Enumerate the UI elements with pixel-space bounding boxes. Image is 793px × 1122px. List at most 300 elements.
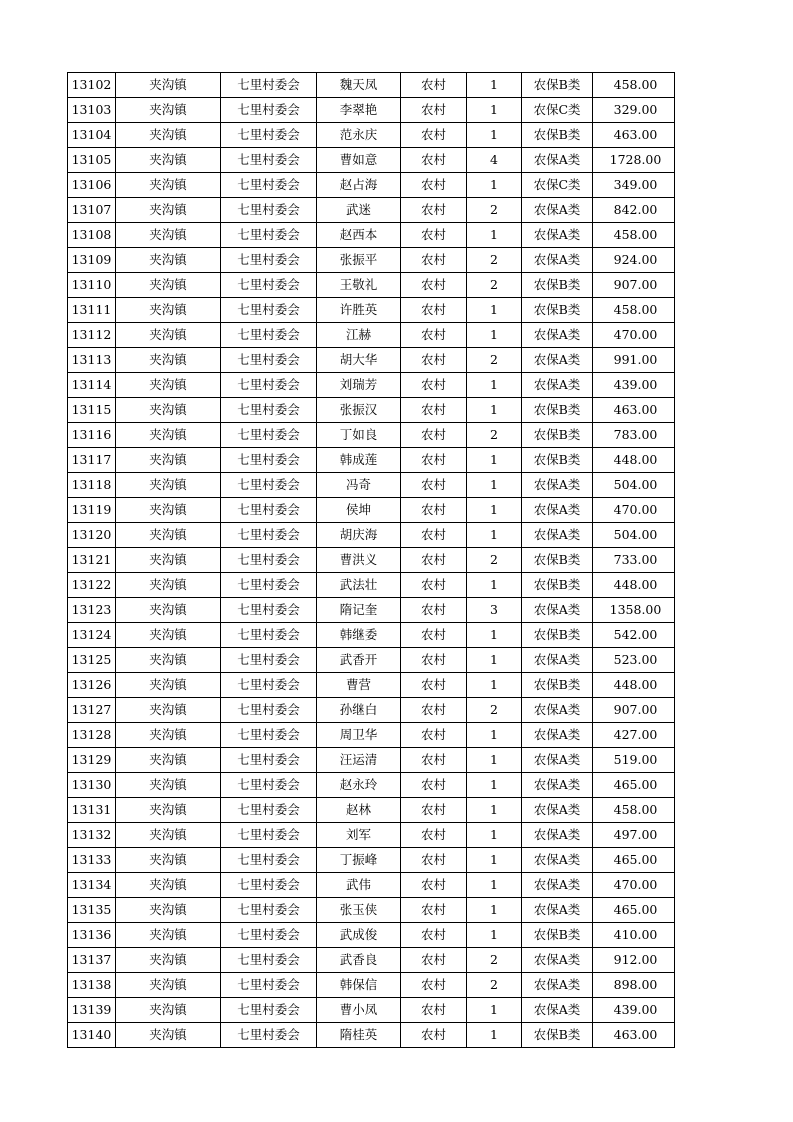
- record-number-cell: 13110: [68, 273, 116, 298]
- village-committee-cell: 七里村委会: [221, 498, 317, 523]
- village-committee-cell: 七里村委会: [221, 73, 317, 98]
- household-size-cell: 1: [467, 748, 522, 773]
- insurance-category-cell: 农保A类: [522, 898, 593, 923]
- table-row: [68, 748, 675, 773]
- insurance-category-cell: 农保B类: [522, 923, 593, 948]
- household-size-cell: 2: [467, 348, 522, 373]
- table-row: [68, 523, 675, 548]
- area-type-cell: 农村: [401, 673, 467, 698]
- area-type-cell: 农村: [401, 348, 467, 373]
- person-name-cell: 张振汉: [317, 398, 401, 423]
- record-number-cell: 13104: [68, 123, 116, 148]
- person-name-cell: 赵占海: [317, 173, 401, 198]
- area-type-cell: 农村: [401, 198, 467, 223]
- person-name-cell: 武香开: [317, 648, 401, 673]
- insurance-category-cell: 农保B类: [522, 1023, 593, 1048]
- table-row: [68, 173, 675, 198]
- household-size-cell: 1: [467, 573, 522, 598]
- insurance-category-cell: 农保A类: [522, 223, 593, 248]
- household-size-cell: 1: [467, 923, 522, 948]
- village-committee-cell: 七里村委会: [221, 823, 317, 848]
- person-name-cell: 魏天凤: [317, 73, 401, 98]
- amount-cell: 542.00: [593, 623, 675, 648]
- area-type-cell: 农村: [401, 1023, 467, 1048]
- table-row: [68, 473, 675, 498]
- table-row: [68, 873, 675, 898]
- household-size-cell: 2: [467, 698, 522, 723]
- record-number-cell: 13111: [68, 298, 116, 323]
- record-number-cell: 13117: [68, 448, 116, 473]
- household-size-cell: 3: [467, 598, 522, 623]
- village-committee-cell: 七里村委会: [221, 223, 317, 248]
- town-cell: 夹沟镇: [116, 573, 221, 598]
- person-name-cell: 赵林: [317, 798, 401, 823]
- table-row: [68, 223, 675, 248]
- village-committee-cell: 七里村委会: [221, 98, 317, 123]
- insurance-category-cell: 农保A类: [522, 498, 593, 523]
- area-type-cell: 农村: [401, 73, 467, 98]
- person-name-cell: 周卫华: [317, 723, 401, 748]
- village-committee-cell: 七里村委会: [221, 123, 317, 148]
- area-type-cell: 农村: [401, 573, 467, 598]
- table-row: [68, 573, 675, 598]
- table-row: [68, 298, 675, 323]
- area-type-cell: 农村: [401, 723, 467, 748]
- area-type-cell: 农村: [401, 923, 467, 948]
- area-type-cell: 农村: [401, 623, 467, 648]
- insurance-category-cell: 农保B类: [522, 73, 593, 98]
- household-size-cell: 2: [467, 548, 522, 573]
- person-name-cell: 曹小凤: [317, 998, 401, 1023]
- insurance-category-cell: 农保B类: [522, 273, 593, 298]
- table-row: [68, 623, 675, 648]
- area-type-cell: 农村: [401, 398, 467, 423]
- household-size-cell: 1: [467, 98, 522, 123]
- person-name-cell: 范永庆: [317, 123, 401, 148]
- village-committee-cell: 七里村委会: [221, 798, 317, 823]
- table-row: [68, 923, 675, 948]
- village-committee-cell: 七里村委会: [221, 998, 317, 1023]
- person-name-cell: 赵永玲: [317, 773, 401, 798]
- record-number-cell: 13108: [68, 223, 116, 248]
- table-row: [68, 998, 675, 1023]
- insurance-category-cell: 农保A类: [522, 698, 593, 723]
- amount-cell: 448.00: [593, 573, 675, 598]
- amount-cell: 1358.00: [593, 598, 675, 623]
- person-name-cell: 武迷: [317, 198, 401, 223]
- record-number-cell: 13106: [68, 173, 116, 198]
- town-cell: 夹沟镇: [116, 123, 221, 148]
- town-cell: 夹沟镇: [116, 523, 221, 548]
- village-committee-cell: 七里村委会: [221, 398, 317, 423]
- amount-cell: 912.00: [593, 948, 675, 973]
- amount-cell: 504.00: [593, 473, 675, 498]
- person-name-cell: 韩成莲: [317, 448, 401, 473]
- person-name-cell: 江赫: [317, 323, 401, 348]
- table-row: [68, 248, 675, 273]
- village-committee-cell: 七里村委会: [221, 948, 317, 973]
- town-cell: 夹沟镇: [116, 598, 221, 623]
- record-number-cell: 13120: [68, 523, 116, 548]
- village-committee-cell: 七里村委会: [221, 848, 317, 873]
- insurance-category-cell: 农保A类: [522, 323, 593, 348]
- table-row: [68, 323, 675, 348]
- area-type-cell: 农村: [401, 123, 467, 148]
- household-size-cell: 1: [467, 73, 522, 98]
- town-cell: 夹沟镇: [116, 898, 221, 923]
- record-number-cell: 13139: [68, 998, 116, 1023]
- area-type-cell: 农村: [401, 873, 467, 898]
- table-row: [68, 773, 675, 798]
- amount-cell: 842.00: [593, 198, 675, 223]
- amount-cell: 470.00: [593, 498, 675, 523]
- person-name-cell: 刘军: [317, 823, 401, 848]
- area-type-cell: 农村: [401, 523, 467, 548]
- village-committee-cell: 七里村委会: [221, 198, 317, 223]
- amount-cell: 458.00: [593, 298, 675, 323]
- area-type-cell: 农村: [401, 223, 467, 248]
- household-size-cell: 1: [467, 848, 522, 873]
- household-size-cell: 1: [467, 123, 522, 148]
- table-row: [68, 123, 675, 148]
- town-cell: 夹沟镇: [116, 73, 221, 98]
- amount-cell: 519.00: [593, 748, 675, 773]
- village-committee-cell: 七里村委会: [221, 523, 317, 548]
- town-cell: 夹沟镇: [116, 298, 221, 323]
- area-type-cell: 农村: [401, 998, 467, 1023]
- amount-cell: 523.00: [593, 648, 675, 673]
- town-cell: 夹沟镇: [116, 973, 221, 998]
- insurance-category-cell: 农保B类: [522, 398, 593, 423]
- town-cell: 夹沟镇: [116, 173, 221, 198]
- person-name-cell: 许胜英: [317, 298, 401, 323]
- household-size-cell: 1: [467, 723, 522, 748]
- amount-cell: 898.00: [593, 973, 675, 998]
- area-type-cell: 农村: [401, 473, 467, 498]
- record-number-cell: 13119: [68, 498, 116, 523]
- record-number-cell: 13130: [68, 773, 116, 798]
- table-row: [68, 673, 675, 698]
- table-row: [68, 823, 675, 848]
- area-type-cell: 农村: [401, 273, 467, 298]
- amount-cell: 470.00: [593, 323, 675, 348]
- household-size-cell: 1: [467, 623, 522, 648]
- amount-cell: 349.00: [593, 173, 675, 198]
- amount-cell: 448.00: [593, 673, 675, 698]
- table-row: [68, 373, 675, 398]
- person-name-cell: 赵西本: [317, 223, 401, 248]
- household-size-cell: 1: [467, 648, 522, 673]
- household-size-cell: 1: [467, 223, 522, 248]
- amount-cell: 465.00: [593, 848, 675, 873]
- area-type-cell: 农村: [401, 548, 467, 573]
- town-cell: 夹沟镇: [116, 798, 221, 823]
- household-size-cell: 1: [467, 498, 522, 523]
- town-cell: 夹沟镇: [116, 848, 221, 873]
- insurance-category-cell: 农保A类: [522, 373, 593, 398]
- household-size-cell: 2: [467, 948, 522, 973]
- insurance-category-cell: 农保A类: [522, 998, 593, 1023]
- area-type-cell: 农村: [401, 973, 467, 998]
- town-cell: 夹沟镇: [116, 773, 221, 798]
- record-number-cell: 13109: [68, 248, 116, 273]
- person-name-cell: 胡大华: [317, 348, 401, 373]
- insurance-category-cell: 农保A类: [522, 823, 593, 848]
- person-name-cell: 王敬礼: [317, 273, 401, 298]
- insurance-category-cell: 农保A类: [522, 748, 593, 773]
- insurance-category-cell: 农保B类: [522, 123, 593, 148]
- amount-cell: 991.00: [593, 348, 675, 373]
- town-cell: 夹沟镇: [116, 398, 221, 423]
- insurance-category-cell: 农保B类: [522, 548, 593, 573]
- table-row: [68, 1023, 675, 1048]
- amount-cell: 329.00: [593, 98, 675, 123]
- insurance-category-cell: 农保C类: [522, 98, 593, 123]
- household-size-cell: 1: [467, 898, 522, 923]
- record-number-cell: 13102: [68, 73, 116, 98]
- record-number-cell: 13138: [68, 973, 116, 998]
- town-cell: 夹沟镇: [116, 148, 221, 173]
- village-committee-cell: 七里村委会: [221, 973, 317, 998]
- table-row: [68, 648, 675, 673]
- household-size-cell: 2: [467, 423, 522, 448]
- village-committee-cell: 七里村委会: [221, 298, 317, 323]
- person-name-cell: 张玉侠: [317, 898, 401, 923]
- area-type-cell: 农村: [401, 598, 467, 623]
- record-number-cell: 13123: [68, 598, 116, 623]
- village-committee-cell: 七里村委会: [221, 548, 317, 573]
- town-cell: 夹沟镇: [116, 648, 221, 673]
- town-cell: 夹沟镇: [116, 823, 221, 848]
- insurance-category-cell: 农保A类: [522, 598, 593, 623]
- insurance-category-cell: 农保B类: [522, 623, 593, 648]
- town-cell: 夹沟镇: [116, 723, 221, 748]
- person-name-cell: 隋桂英: [317, 1023, 401, 1048]
- person-name-cell: 武伟: [317, 873, 401, 898]
- village-committee-cell: 七里村委会: [221, 673, 317, 698]
- person-name-cell: 刘瑞芳: [317, 373, 401, 398]
- area-type-cell: 农村: [401, 798, 467, 823]
- town-cell: 夹沟镇: [116, 698, 221, 723]
- town-cell: 夹沟镇: [116, 248, 221, 273]
- table-row: [68, 398, 675, 423]
- record-number-cell: 13124: [68, 623, 116, 648]
- area-type-cell: 农村: [401, 448, 467, 473]
- amount-cell: 463.00: [593, 398, 675, 423]
- village-committee-cell: 七里村委会: [221, 1023, 317, 1048]
- household-size-cell: 1: [467, 773, 522, 798]
- table-row: [68, 798, 675, 823]
- village-committee-cell: 七里村委会: [221, 473, 317, 498]
- household-size-cell: 1: [467, 523, 522, 548]
- insurance-category-cell: 农保A类: [522, 723, 593, 748]
- village-committee-cell: 七里村委会: [221, 748, 317, 773]
- area-type-cell: 农村: [401, 898, 467, 923]
- table-row: [68, 348, 675, 373]
- person-name-cell: 李翠艳: [317, 98, 401, 123]
- area-type-cell: 农村: [401, 423, 467, 448]
- amount-cell: 470.00: [593, 873, 675, 898]
- person-name-cell: 隋记奎: [317, 598, 401, 623]
- area-type-cell: 农村: [401, 498, 467, 523]
- village-committee-cell: 七里村委会: [221, 423, 317, 448]
- village-committee-cell: 七里村委会: [221, 373, 317, 398]
- village-committee-cell: 七里村委会: [221, 248, 317, 273]
- area-type-cell: 农村: [401, 823, 467, 848]
- table-row: [68, 698, 675, 723]
- town-cell: 夹沟镇: [116, 323, 221, 348]
- person-name-cell: 韩保信: [317, 973, 401, 998]
- village-committee-cell: 七里村委会: [221, 623, 317, 648]
- village-committee-cell: 七里村委会: [221, 773, 317, 798]
- area-type-cell: 农村: [401, 648, 467, 673]
- village-committee-cell: 七里村委会: [221, 648, 317, 673]
- amount-cell: 465.00: [593, 773, 675, 798]
- record-number-cell: 13128: [68, 723, 116, 748]
- person-name-cell: 武香良: [317, 948, 401, 973]
- household-size-cell: 2: [467, 198, 522, 223]
- record-number-cell: 13131: [68, 798, 116, 823]
- area-type-cell: 农村: [401, 248, 467, 273]
- record-number-cell: 13107: [68, 198, 116, 223]
- area-type-cell: 农村: [401, 298, 467, 323]
- amount-cell: 448.00: [593, 448, 675, 473]
- town-cell: 夹沟镇: [116, 198, 221, 223]
- household-size-cell: 1: [467, 673, 522, 698]
- town-cell: 夹沟镇: [116, 548, 221, 573]
- household-size-cell: 1: [467, 873, 522, 898]
- record-number-cell: 13136: [68, 923, 116, 948]
- record-number-cell: 13121: [68, 548, 116, 573]
- insurance-category-cell: 农保A类: [522, 523, 593, 548]
- person-name-cell: 丁振峰: [317, 848, 401, 873]
- town-cell: 夹沟镇: [116, 998, 221, 1023]
- table-row: [68, 723, 675, 748]
- town-cell: 夹沟镇: [116, 748, 221, 773]
- person-name-cell: 侯坤: [317, 498, 401, 523]
- beneficiary-table: [67, 72, 675, 1048]
- town-cell: 夹沟镇: [116, 98, 221, 123]
- amount-cell: 907.00: [593, 273, 675, 298]
- amount-cell: 439.00: [593, 373, 675, 398]
- town-cell: 夹沟镇: [116, 473, 221, 498]
- table-row: [68, 948, 675, 973]
- record-number-cell: 13103: [68, 98, 116, 123]
- household-size-cell: 2: [467, 248, 522, 273]
- village-committee-cell: 七里村委会: [221, 723, 317, 748]
- table-row: [68, 498, 675, 523]
- village-committee-cell: 七里村委会: [221, 598, 317, 623]
- town-cell: 夹沟镇: [116, 273, 221, 298]
- area-type-cell: 农村: [401, 773, 467, 798]
- insurance-category-cell: 农保A类: [522, 148, 593, 173]
- household-size-cell: 1: [467, 798, 522, 823]
- amount-cell: 463.00: [593, 123, 675, 148]
- table-row: [68, 198, 675, 223]
- area-type-cell: 农村: [401, 748, 467, 773]
- record-number-cell: 13114: [68, 373, 116, 398]
- insurance-category-cell: 农保A类: [522, 473, 593, 498]
- insurance-category-cell: 农保A类: [522, 948, 593, 973]
- town-cell: 夹沟镇: [116, 348, 221, 373]
- record-number-cell: 13126: [68, 673, 116, 698]
- household-size-cell: 1: [467, 473, 522, 498]
- insurance-category-cell: 农保B类: [522, 448, 593, 473]
- person-name-cell: 胡庆海: [317, 523, 401, 548]
- household-size-cell: 1: [467, 823, 522, 848]
- person-name-cell: 韩继委: [317, 623, 401, 648]
- area-type-cell: 农村: [401, 848, 467, 873]
- area-type-cell: 农村: [401, 173, 467, 198]
- town-cell: 夹沟镇: [116, 1023, 221, 1048]
- table-row: [68, 148, 675, 173]
- village-committee-cell: 七里村委会: [221, 923, 317, 948]
- town-cell: 夹沟镇: [116, 423, 221, 448]
- insurance-category-cell: 农保B类: [522, 423, 593, 448]
- amount-cell: 497.00: [593, 823, 675, 848]
- insurance-category-cell: 农保C类: [522, 173, 593, 198]
- table-body: [68, 73, 675, 1048]
- record-number-cell: 13113: [68, 348, 116, 373]
- record-number-cell: 13116: [68, 423, 116, 448]
- amount-cell: 427.00: [593, 723, 675, 748]
- area-type-cell: 农村: [401, 98, 467, 123]
- record-number-cell: 13129: [68, 748, 116, 773]
- town-cell: 夹沟镇: [116, 373, 221, 398]
- amount-cell: 907.00: [593, 698, 675, 723]
- record-number-cell: 13133: [68, 848, 116, 873]
- person-name-cell: 汪运清: [317, 748, 401, 773]
- insurance-category-cell: 农保A类: [522, 973, 593, 998]
- table-row: [68, 423, 675, 448]
- person-name-cell: 曹营: [317, 673, 401, 698]
- insurance-category-cell: 农保A类: [522, 873, 593, 898]
- table-row: [68, 598, 675, 623]
- person-name-cell: 孙继白: [317, 698, 401, 723]
- record-number-cell: 13105: [68, 148, 116, 173]
- person-name-cell: 武成俊: [317, 923, 401, 948]
- town-cell: 夹沟镇: [116, 623, 221, 648]
- area-type-cell: 农村: [401, 373, 467, 398]
- town-cell: 夹沟镇: [116, 448, 221, 473]
- village-committee-cell: 七里村委会: [221, 273, 317, 298]
- table-row: [68, 448, 675, 473]
- amount-cell: 733.00: [593, 548, 675, 573]
- household-size-cell: 1: [467, 173, 522, 198]
- village-committee-cell: 七里村委会: [221, 348, 317, 373]
- insurance-category-cell: 农保A类: [522, 198, 593, 223]
- insurance-category-cell: 农保A类: [522, 648, 593, 673]
- town-cell: 夹沟镇: [116, 673, 221, 698]
- area-type-cell: 农村: [401, 948, 467, 973]
- record-number-cell: 13115: [68, 398, 116, 423]
- village-committee-cell: 七里村委会: [221, 323, 317, 348]
- village-committee-cell: 七里村委会: [221, 573, 317, 598]
- amount-cell: 465.00: [593, 898, 675, 923]
- record-number-cell: 13132: [68, 823, 116, 848]
- village-committee-cell: 七里村委会: [221, 148, 317, 173]
- table-row: [68, 848, 675, 873]
- record-number-cell: 13125: [68, 648, 116, 673]
- insurance-category-cell: 农保A类: [522, 248, 593, 273]
- household-size-cell: 1: [467, 448, 522, 473]
- amount-cell: 783.00: [593, 423, 675, 448]
- village-committee-cell: 七里村委会: [221, 898, 317, 923]
- record-number-cell: 13140: [68, 1023, 116, 1048]
- town-cell: 夹沟镇: [116, 948, 221, 973]
- amount-cell: 463.00: [593, 1023, 675, 1048]
- household-size-cell: 1: [467, 373, 522, 398]
